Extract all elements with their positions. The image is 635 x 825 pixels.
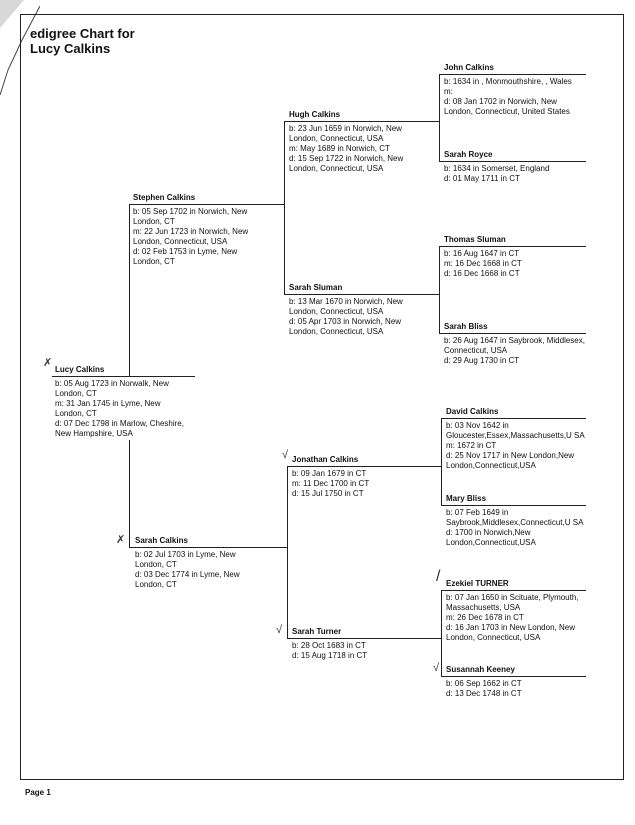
person-susannah-keeney <box>446 665 586 699</box>
death-detail: d: 25 Nov 1717 in New London,New London,Connecticut,USA <box>446 451 575 470</box>
person-ezekiel-turner <box>446 579 586 643</box>
person-name: Sarah Royce <box>444 150 493 159</box>
birth-detail: b: 16 Aug 1647 in CT <box>444 249 520 258</box>
birth-detail: b: 02 Jul 1703 in Lyme, New London, CT <box>135 550 236 569</box>
person-name: Jonathan Calkins <box>292 455 359 464</box>
death-detail: d: 16 Jan 1703 in New London, New London, Connecticut, USA <box>446 623 575 642</box>
person-details <box>446 421 586 471</box>
person-name: Sarah Turner <box>292 627 342 636</box>
birth-detail: b: 06 Sep 1662 in CT <box>446 679 522 688</box>
person-name: Stephen Calkins <box>133 193 196 202</box>
marriage-detail: m: 26 Dec 1678 in CT <box>446 613 524 622</box>
connector <box>439 246 440 333</box>
person-lucy-calkins <box>55 365 190 439</box>
marriage-detail: m: <box>444 87 453 96</box>
person-details <box>135 550 265 590</box>
person-name: Thomas Sluman <box>444 235 506 244</box>
birth-detail: b: 28 Oct 1683 in CT <box>292 641 366 650</box>
marriage-detail: m: May 1689 in Norwich, CT <box>289 144 390 153</box>
page-title <box>30 26 135 56</box>
birth-detail: b: 05 Aug 1723 in Norwalk, New London, CT <box>55 379 169 398</box>
person-name: Ezekiel TURNER <box>446 579 509 588</box>
birth-detail: b: 13 Mar 1670 in Norwich, New London, Connecticut, USA <box>289 297 403 316</box>
title-line-2: Lucy Calkins <box>30 41 111 56</box>
birth-detail: b: 1634 in Somerset, England <box>444 164 550 173</box>
marriage-detail: m: 1672 in CT <box>446 441 497 450</box>
person-sarah-calkins <box>135 536 265 590</box>
marriage-detail: m: 31 Jan 1745 in Lyme, New London, CT <box>55 399 161 418</box>
death-detail: d: 07 Dec 1798 in Marlow, Cheshire, New Hampshire, USA <box>55 419 184 438</box>
death-detail: d: 16 Dec 1668 in CT <box>444 269 520 278</box>
person-details <box>444 249 586 279</box>
death-detail: d: 29 Aug 1730 in CT <box>444 356 520 365</box>
person-sarah-sluman <box>289 283 424 337</box>
person-name: Mary Bliss <box>446 494 487 503</box>
connector <box>284 121 285 294</box>
marriage-detail: m: 16 Dec 1668 in CT <box>444 259 522 268</box>
person-david-calkins <box>446 407 586 471</box>
handwritten-check-mark: √ <box>276 624 283 636</box>
death-detail: d: 15 Jul 1750 in CT <box>292 489 364 498</box>
person-details <box>444 77 586 117</box>
person-details <box>289 297 424 337</box>
birth-detail: b: 23 Jun 1659 in Norwich, New London, Connecticut, USA <box>289 124 402 143</box>
connector <box>439 74 440 161</box>
person-sarah-turner <box>292 627 427 661</box>
handwritten-slash-mark: / <box>436 568 441 585</box>
handwritten-check-mark: √ <box>282 449 289 461</box>
person-mary-bliss <box>446 494 586 548</box>
person-name: Sarah Bliss <box>444 322 488 331</box>
birth-detail: b: 03 Nov 1642 in Gloucester,Essex,Massachusetts,U SA <box>446 421 585 440</box>
person-thomas-sluman <box>444 235 586 279</box>
connector <box>287 466 288 638</box>
death-detail: d: 15 Aug 1718 in CT <box>292 651 368 660</box>
connector <box>129 204 130 377</box>
death-detail: d: 02 Feb 1753 in Lyme, New London, CT <box>133 247 238 266</box>
birth-detail: b: 26 Aug 1647 in Saybrook, Middlesex, Connecticut, USA <box>444 336 585 355</box>
person-jonathan-calkins <box>292 455 427 499</box>
person-sarah-royce <box>444 150 586 184</box>
person-hugh-calkins <box>289 110 424 174</box>
connector <box>441 418 442 505</box>
birth-detail: b: 1634 in , Monmouthshire, , Wales <box>444 77 572 86</box>
handwritten-check-mark: √ <box>433 662 440 674</box>
birth-detail: b: 09 Jan 1679 in CT <box>292 469 367 478</box>
person-name: John Calkins <box>444 63 494 72</box>
death-detail: d: 13 Dec 1748 in CT <box>446 689 522 698</box>
marriage-detail: m: 22 Jun 1723 in Norwich, New London, Connecticut, USA <box>133 227 249 246</box>
person-name: David Calkins <box>446 407 499 416</box>
person-stephen-calkins <box>133 193 263 267</box>
person-details <box>289 124 424 174</box>
person-details <box>446 679 586 699</box>
connector <box>441 590 442 676</box>
person-details <box>444 336 586 366</box>
person-details <box>446 593 586 643</box>
person-details <box>292 641 427 661</box>
death-detail: d: 01 May 1711 in CT <box>444 174 520 183</box>
person-details <box>444 164 586 184</box>
person-john-calkins <box>444 63 586 117</box>
birth-detail: b: 07 Jan 1650 in Scituate, Plymouth, Massachusetts, USA <box>446 593 579 612</box>
birth-detail: b: 05 Sep 1702 in Norwich, New London, CT <box>133 207 248 226</box>
person-details <box>446 508 586 548</box>
title-line-1: edigree Chart for <box>30 26 135 41</box>
person-name: Sarah Sluman <box>289 283 343 292</box>
person-name: Lucy Calkins <box>55 365 105 374</box>
page-number: Page 1 <box>25 788 51 797</box>
person-name: Sarah Calkins <box>135 536 188 545</box>
death-detail: d: 1700 in Norwich,New London,Connecticut,USA <box>446 528 536 547</box>
death-detail: d: 15 Sep 1722 in Norwich, New London, Connecticut, USA <box>289 154 404 173</box>
person-details <box>292 469 427 499</box>
death-detail: d: 03 Dec 1774 in Lyme, New London, CT <box>135 570 240 589</box>
death-detail: d: 08 Jan 1702 in Norwich, New London, Connecticut, United States <box>444 97 570 116</box>
birth-detail: b: 07 Feb 1649 in Saybrook,Middlesex,Connecticut,U SA <box>446 508 584 527</box>
marriage-detail: m: 11 Dec 1700 in CT <box>292 479 370 488</box>
person-sarah-bliss <box>444 322 586 366</box>
person-details <box>133 207 263 267</box>
handwritten-cross-mark: ✗ <box>116 534 126 546</box>
handwritten-cross-mark: ✗ <box>43 357 53 369</box>
person-name: Susannah Keeney <box>446 665 515 674</box>
person-name: Hugh Calkins <box>289 110 341 119</box>
connector <box>129 440 130 547</box>
death-detail: d: 05 Apr 1703 in Norwich, New London, Connecticut, USA <box>289 317 402 336</box>
person-details <box>55 379 190 439</box>
